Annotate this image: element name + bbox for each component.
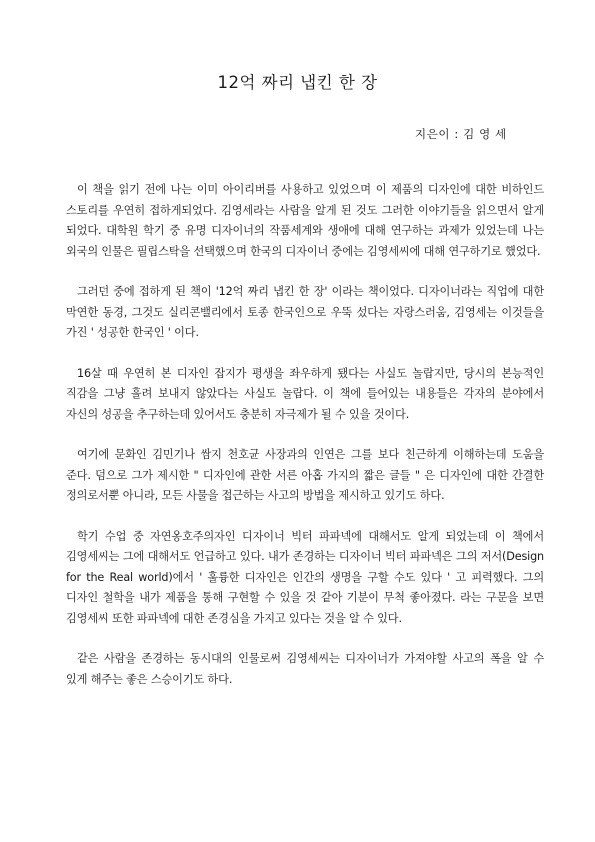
document-body xyxy=(66,180,544,710)
document-title: 12억 짜리 냅킨 한 장 xyxy=(217,73,378,92)
author-line: 지은이 : 김 영 세 xyxy=(415,127,507,141)
paragraph-4: 여기에 문화인 김민기나 쌈지 천호균 사장과의 인연은 그를 보다 친근하게 이해하는데 도움을 준다. 덤으로 그가 제시한 " 디자인에 관한 서른 아홉 가지의 짧은 글들 " 은 디자인에 대한 간결한 정의로서뿐 아니라, 모든 사물을 접근하는 사고의 방법을 제시하고 있기도 하다. xyxy=(66,448,544,502)
paragraph-2: 그러던 중에 접하게 된 책이 '12억 짜리 냅킨 한 장' 이라는 책이었다. 디자이너라는 직업에 대한 막연한 동경, 그것도 실리콘밸리에서 토종 한국인으로 우뚝 섰다는 자랑스러움, 김영세는 이것들을 가진 ' 성공한 한국인 ' 이다. xyxy=(66,285,544,339)
paragraph-3: 16살 때 우연히 본 디자인 잡지가 평생을 좌우하게 됐다는 사실도 놀랍지만, 당시의 본능적인 직감을 그냥 흘려 보내지 않았다는 사실도 놀랍다. 이 책에 들어있는 내용들은 각자의 분야에서 자신의 성공을 추구하는데 있어서도 충분히 자극제가 될 수 있을 것이다. xyxy=(66,366,544,421)
paragraph-1: 이 책을 읽기 전에 나는 이미 아이리버를 사용하고 있었으며 이 제품의 디자인에 대한 비하인드 스토리를 우연히 접하게되었다. 김영세라는 사람을 알게 된 것도 그러한 이야기들을 읽으면서 알게 되었다. 대학원 학기 중 유명 디자이너의 작품세계와 생애에 대해 연구하는 과제가 있었는데 나는 외국의 인물은 필립스탁을 선택했으며 한국의 디자이너 중에는 김영세씨에 대해 연구하기로 했었다. xyxy=(66,183,544,258)
paragraph-6: 같은 사람을 존경하는 동시대의 인물로써 김영세씨는 디자이너가 가져야할 사고의 폭을 알 수 있게 해주는 좋은 스승이기도 하다. xyxy=(66,652,544,686)
paragraph-5: 학기 수업 중 자연옹호주의자인 디자이너 빅터 파파넥에 대해서도 알게 되었는데 이 책에서 김영세씨는 그에 대해서도 언급하고 있다. 내가 존경하는 디자이너 빅터 파파넥은 그의 저서(Design for the Real world)에서 ' 훌륭한 디자인은 인간의 생명을 구할 수도 있다 ' 고 피력했다. 그의 디자인 철학을 내가 제품을 통해 구현할 수 있을 것 같아 기분이 무척 좋아졌다. 라는 구문을 보면 김영세씨 또한 파파넥에 대한 존경심을 가지고 있다는 것을 알 수 있다. xyxy=(66,529,544,625)
